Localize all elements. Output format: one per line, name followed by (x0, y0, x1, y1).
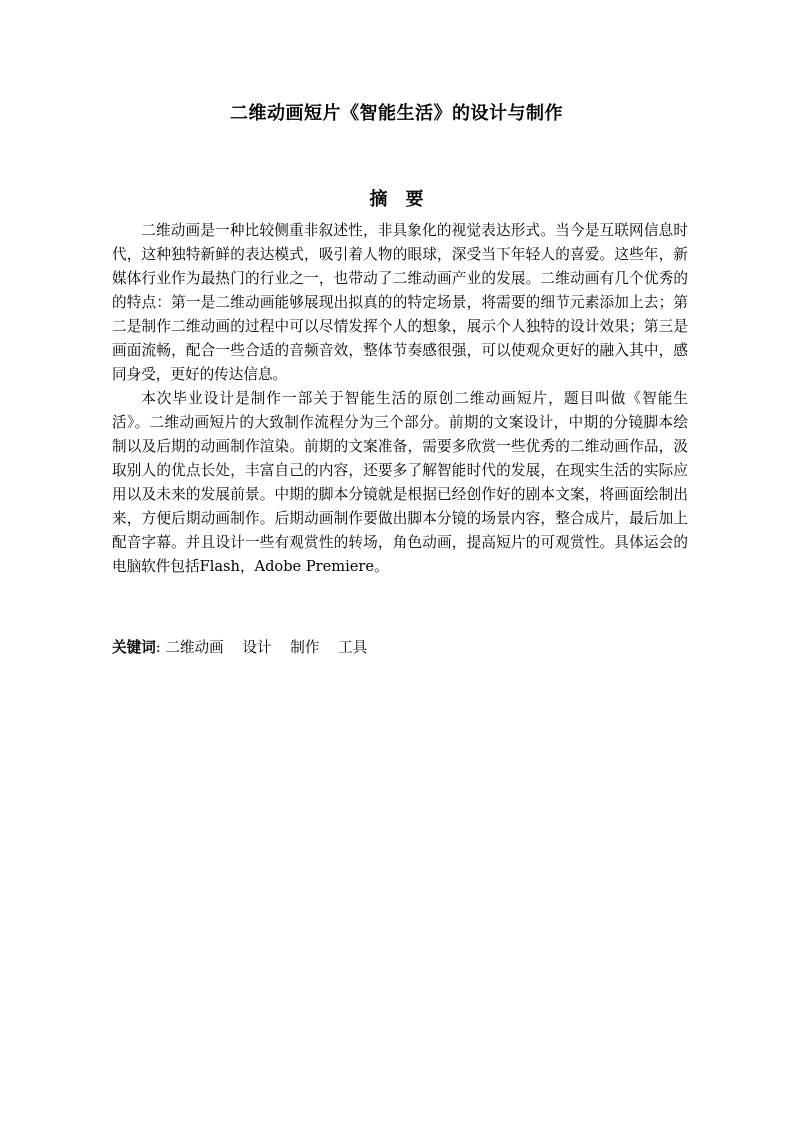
abstract-paragraph: 二维动画是一种比较侧重非叙述性，非具象化的视觉表达形式。当今是互联网信息时代，这种独特新鲜的表达模式，吸引着人物的眼球，深受当下年轻人的喜爱。这些年，新媒体行业作为最热门的行业之一，也带动了二维动画产业的发展。二维动画有几个优秀的的特点：第一是二维动画能够展现出拟真的的特定场景，将需要的细节元素添加上去；第二是制作二维动画的过程中可以尽情发挥个人的想象，展示个人独特的设计效果；第三是画面流畅，配合一些合适的音频音效，整体节奏感很强，可以使观众更好的融入其中，感同身受，更好的传达信息。 (112, 222, 688, 383)
keywords-line (112, 636, 688, 660)
abstract-body (112, 219, 688, 579)
page-title: 二维动画短片《智能生活》的设计与制作 (230, 103, 563, 124)
keyword: 设计 (242, 639, 272, 656)
abstract-heading: 摘要 (369, 189, 442, 210)
keywords-label: 关键词 (112, 639, 156, 656)
keywords-separator: : (155, 639, 161, 656)
keyword: 工具 (338, 639, 368, 656)
keyword: 制作 (290, 639, 320, 656)
keyword: 二维动画 (165, 639, 224, 656)
abstract-paragraph: 本次毕业设计是制作一部关于智能生活的原创二维动画短片，题目叫做《智能生活》。二维动画短片的大致制作流程分为三个部分。前期的文案设计，中期的分镜脚本绘制以及后期的动画制作渲染。前期的文案准备，需要多欣赏一些优秀的二维动画作品，汲取别人的优点长处，丰富自己的内容，还要多了解智能时代的发展，在现实生活的实际应用以及未来的发展前景。中期的脚本分镜就是根据已经创作好的剧本文案，将画面绘制出来，方便后期动画制作。后期动画制作要做出脚本分镜的场景内容，整合成片，最后加上配音字幕。并且设计一些有观赏性的转场，角色动画，提高短片的可观赏性。具体运会的电脑软件包括Flash，Adobe Premiere。 (112, 390, 688, 575)
